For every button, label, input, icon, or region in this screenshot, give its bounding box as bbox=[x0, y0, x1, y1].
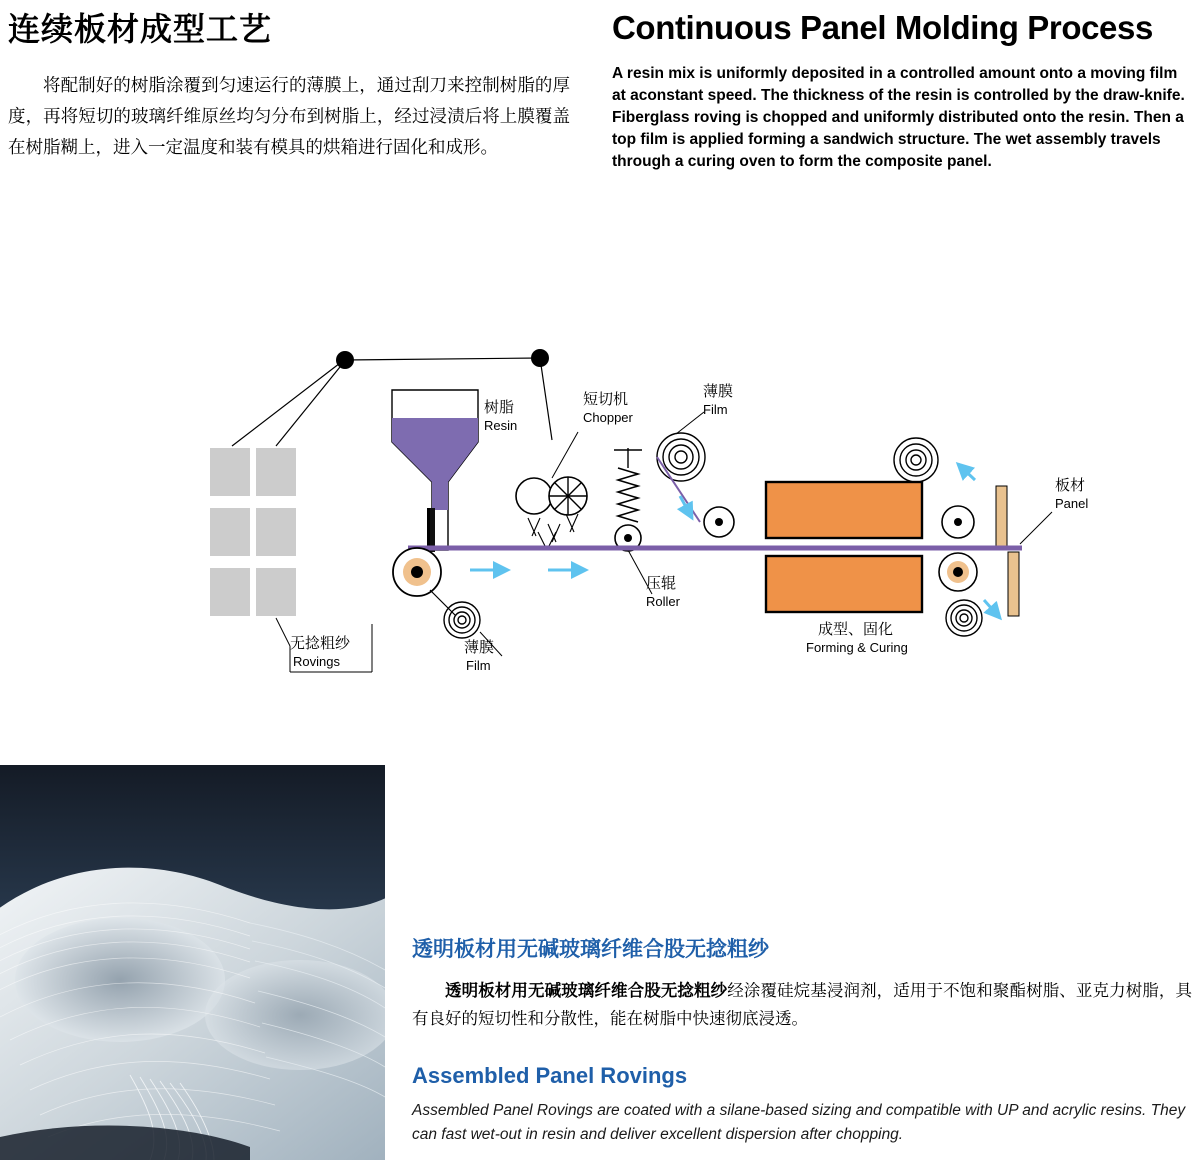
product-title-en: Assembled Panel Rovings bbox=[412, 1063, 688, 1089]
label-forming-curing-en: Forming & Curing bbox=[806, 640, 908, 655]
chopper-label-leader bbox=[552, 432, 578, 478]
label-panel-cn: 板材 bbox=[1055, 477, 1086, 494]
header bbox=[0, 0, 1200, 173]
top-film-roll bbox=[657, 433, 705, 522]
right-film-roll bbox=[894, 438, 938, 482]
bottom-film-roll bbox=[444, 602, 480, 638]
product-paragraph-en: Assembled Panel Rovings are coated with a silane-based sizing and compatible with UP and acrylic resins. They can fast wet-out in resin and deliver excellent dispersion after chopping. bbox=[412, 1102, 1186, 1144]
label-chopper-cn: 短切机 bbox=[583, 391, 629, 408]
label-resin-cn: 树脂 bbox=[484, 399, 515, 416]
label-chopper-en: Chopper bbox=[583, 410, 633, 425]
page-title-cn: 连续板材成型工艺 bbox=[8, 11, 273, 47]
guide-roller-top bbox=[704, 507, 734, 537]
panel-label-leader bbox=[1020, 512, 1052, 544]
label-roller-cn: 压辊 bbox=[646, 575, 677, 592]
product-paragraph-cn-rest: 经涂覆硅烷基浸润剂，适用于不饱和聚酯树脂、亚克力树脂，具有良好的短切性和分散性，能在树脂中快速彻底浸透。 bbox=[412, 982, 1193, 1029]
pulley-right bbox=[531, 349, 549, 367]
product-paragraph-cn-bold: 透明板材用无碱玻璃纤维合股无捻粗纱 bbox=[445, 982, 728, 1000]
film-top-label-leader bbox=[676, 412, 704, 434]
bottom-film-drum bbox=[393, 548, 456, 616]
header-chinese-column bbox=[0, 10, 600, 173]
header-english-column bbox=[600, 10, 1200, 173]
guide-roller-right-lower bbox=[939, 553, 977, 591]
product-paragraph-cn bbox=[412, 977, 1192, 1033]
bottom-text-column bbox=[412, 765, 1192, 1147]
guide-roller-right-upper bbox=[942, 506, 974, 538]
rovings-photo bbox=[0, 765, 385, 1160]
draw-knife bbox=[430, 508, 435, 552]
label-forming-curing-cn: 成型、固化 bbox=[818, 621, 894, 638]
label-rovings-en: Rovings bbox=[293, 654, 340, 669]
press-roller bbox=[614, 448, 642, 551]
page-title-en: Continuous Panel Molding Process bbox=[612, 9, 1153, 46]
chopper bbox=[516, 477, 587, 548]
label-film-top-en: Film bbox=[703, 402, 728, 417]
label-rovings-cn: 无捻粗纱 bbox=[290, 635, 351, 652]
product-title-cn: 透明板材用无碱玻璃纤维合股无捻粗纱 bbox=[412, 938, 769, 961]
label-film-bottom-cn: 薄膜 bbox=[464, 639, 495, 656]
roving-boxes bbox=[210, 448, 296, 616]
process-diagram bbox=[0, 300, 1200, 730]
panel-sheets bbox=[996, 486, 1019, 616]
label-resin-en: Resin bbox=[484, 418, 518, 433]
label-panel-en: Panel bbox=[1055, 496, 1089, 511]
label-film-top-cn: 薄膜 bbox=[703, 383, 734, 400]
film-roll-right-lower bbox=[946, 600, 982, 636]
intro-paragraph-en: A resin mix is uniformly deposited in a controlled amount onto a moving film at aconstant speed. The thickness of the resin is controlled by the draw-knife. Fiberglass roving is chopped and uniformly distributed onto the resin. Then a top film is applied forming a sandwich structure. The wet assembly travels through a curing oven to form the composite panel. bbox=[612, 64, 1185, 170]
intro-paragraph-cn: 将配制好的树脂涂覆到匀速运行的薄膜上，通过刮刀来控制树脂的厚度，再将短切的玻璃纤维原丝均匀分布到树脂上，经过浸渍后将上膜覆盖在树脂糊上，进入一定温度和装有模具的烘箱进行固化和成形。 bbox=[8, 75, 570, 157]
bottom-section bbox=[0, 765, 1200, 1174]
label-roller-en: Roller bbox=[646, 594, 680, 609]
pulley-left bbox=[336, 351, 354, 369]
label-film-bottom-en: Film bbox=[466, 658, 491, 673]
